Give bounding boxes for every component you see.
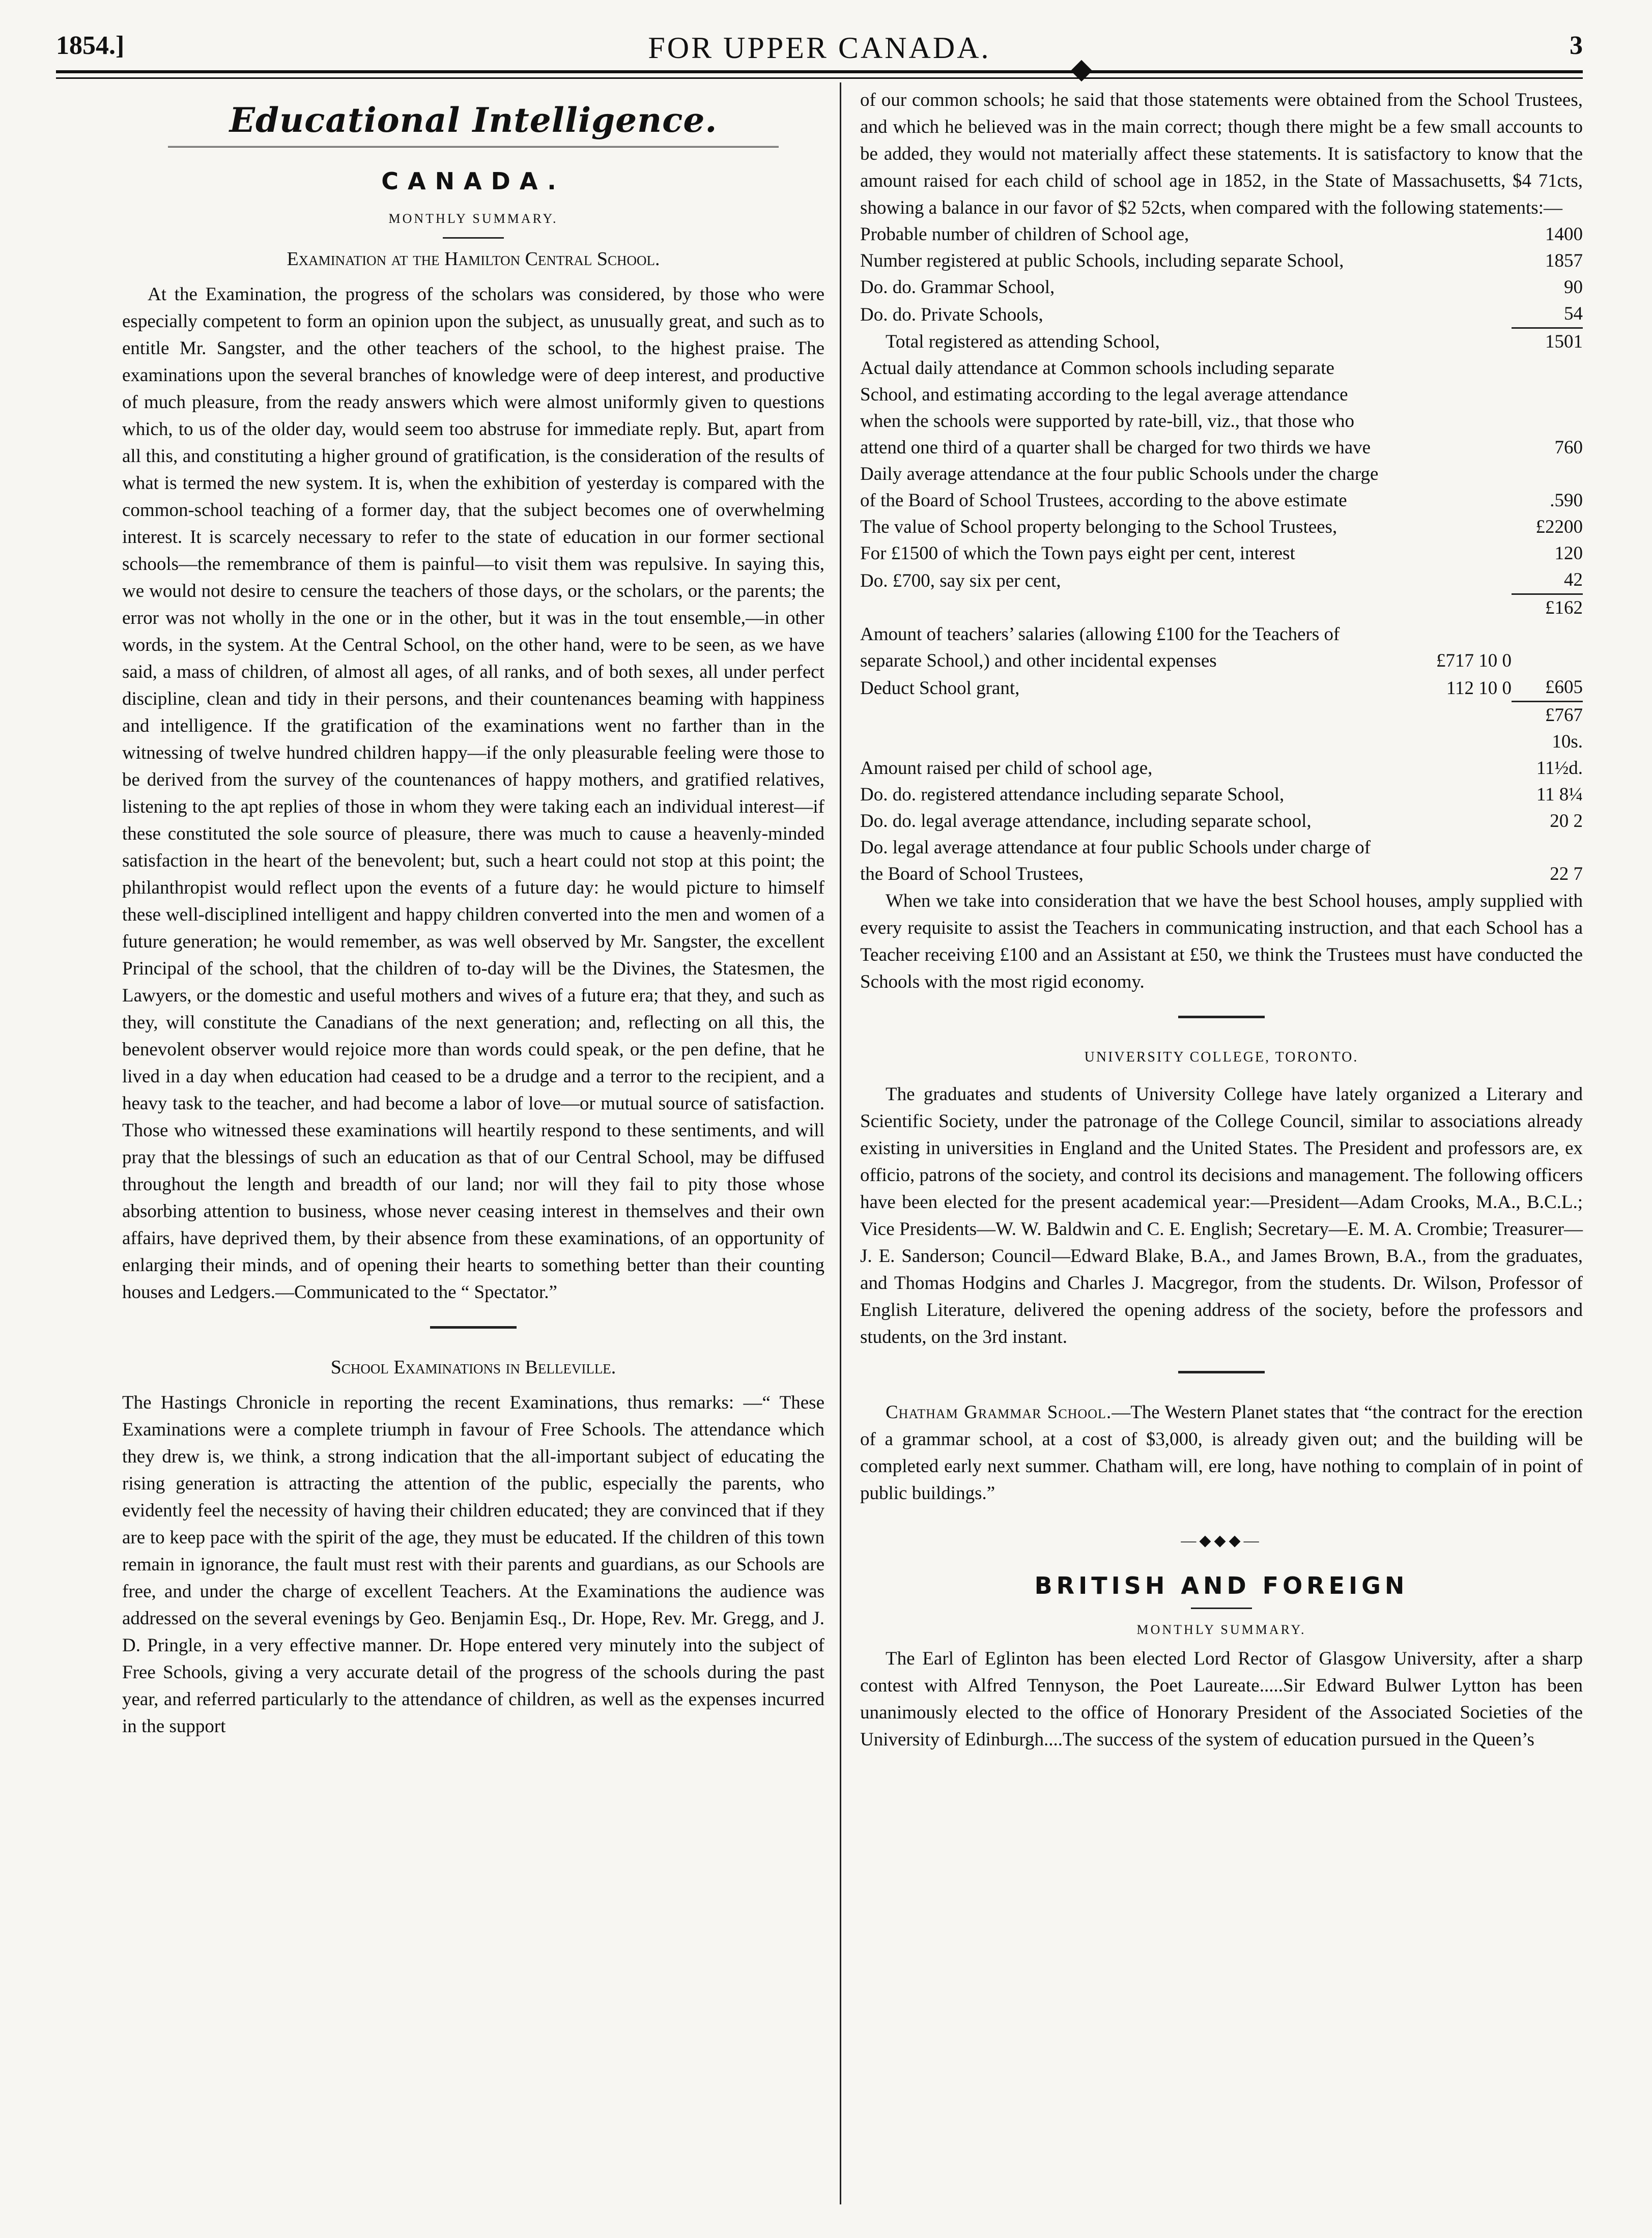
- stats-row: Do. do. registered attendance including separate School, 11 8¼: [860, 784, 1583, 805]
- statistics-table: [860, 221, 1583, 887]
- conclusion-paragraph: When we take into consideration that we have the best School houses, amply supplied with every requisite to assist the Teachers in communicating instruction, and that each School has a Teacher receiving £100 and an Assistant at £50, we think the Trustees must have conducted the Schools with the most rigid economy.: [860, 891, 1583, 992]
- stats-row: The value of School property belonging to the School Trustees, £2200: [860, 517, 1583, 537]
- article-separator: [1178, 1371, 1265, 1373]
- hamilton-heading: Examination at the Hamilton Central School.: [287, 248, 660, 270]
- section-title: Educational Intelligence.: [229, 100, 718, 140]
- hamilton-article: At the Examination, the progress of the scholars was considered, by those who were especially competent to form an opinion upon the subject, as unusually great, and such as to entitle Mr. Sangster, and the other teachers of the school, to the highest praise. The examinations upon the several branches of knowledge were of deep interest, and productive of much pleasure, from the ready answers which were almost uniformly given to questions which, to us of the older day, would seem too abstruse for immediate reply. But, apart from all this, and constituting a higher ground of gratification, is the consideration of the results of what is termed the new system. It is, when the exhibition of yesterday is compared with the common-school teaching of a former day, that the subject becomes one of overwhelming interest. It is scarcely necessary to refer to the state of education in our former sectional schools—the remembrance of them is painful—to visit them was repulsive. In saying this, we would not desire to censure the teachers of those days, or the scholars, or the parents; the error was not wholly in the one or in the other, but it was in the tout ensemble,—in other words, in the system. At the Central School, on the other hand, were to be seen, as we have said, a mass of children, of almost all ages, of all ranks, and of both sexes, all under perfect discipline, clean and tidy in their persons, and their countenances beaming with happiness and intelligence. If the gratification of the examinations went no farther than in the witnessing of twelve hundred children happy—if the only pleasurable feeling were those to be derived from the survey of the countenances of happy mothers, and gratified relatives, listening to the apt replies of those in whom they were taking each an individual interest—if these constituted the sole source of pleasure, there was much to cause a heavenly-minded satisfaction in the heart of the benevolent; but, such a heart could not stop at this point; the philanthropist would reflect upon the events of a future day: he would picture to himself these well-disciplined intelligent and happy children converted into the men and women of a future generation; he would remember, as was well observed by Mr. Sangster, the excellent Principal of the school, that the children of to-day will be the Divines, the Statesmen, the Lawyers, or the domestic and useful mothers and wives of a future era; that they, and such as they, will constitute the Canadians of the next generation; and, reflecting on all this, the benevolent observer would rejoice more than words could speak, or the pen define, that he lived in a day when education had ceased to be a drudge and a terror to the recipient, and a heavy task to the teacher, and had become a labor of love—or mutual source of satisfaction. Those who witnessed these examinations will heartily respond to these sentiments, and will pray that the blessings of such an education as that of our Central School, may be diffused throughout the length and breadth of our land; nor will they fail to pity those whose absorbing attention to business, whose never ceasing interest in themselves and their own affairs, have deprived them, by their absence from these examinations, of an opportunity of enlarging their minds, and of opening their hearts to something better than their counting houses and Ledgers.—Communicated to the “ Spectator.”: [122, 284, 824, 1303]
- stats-row: Amount raised per child of school age, 10s. 11½d.: [860, 731, 1583, 779]
- british-foreign-heading: BRITISH AND FOREIGN: [1034, 1572, 1409, 1599]
- monthly-summary-label: MONTHLY SUMMARY.: [388, 211, 558, 226]
- stats-row: Do. £700, say six per cent, 42: [860, 569, 1583, 591]
- running-head-year: 1854.]: [56, 31, 125, 60]
- stats-row: £162: [860, 594, 1583, 622]
- stats-row: Daily average attendance at the four public Schools under the charge of the Board of School Trustees, according to the above estimate .590: [860, 464, 1583, 511]
- chatham-article: [860, 1399, 1583, 1507]
- chatham-lead: Chatham Grammar School.: [886, 1402, 1112, 1423]
- stats-row: Deduct School grant, 112 10 0 £605: [860, 677, 1583, 699]
- stats-row: Total registered as attending School, 1501: [860, 328, 1583, 356]
- eglinton-article: The Earl of Eglinton has been elected Lord Rector of Glasgow University, after a sharp contest with Alfred Tennyson, the Poet Laureate.....Sir Edward Bulwer Lytton has been unanimously elected to the office of Honorary President of the Associated Societies of the University of Edinburgh....The success of the system of education pursued in the Queen’s: [860, 1648, 1583, 1750]
- university-article: The graduates and students of University College have lately organized a Literary and Scientific Society, under the patronage of the College Council, similar to associations already existing in universities in England and the United States. The President and professors are, ex officio, patrons of the society, and control its decisions and management. The following officers have been elected for the present academical year:—President—Adam Crooks, M.A., B.C.L.; Vice Presidents—W. W. Baldwin and C. E. English; Secretary—E. M. A. Crombie; Treasurer—J. E. Sanderson; Council—Edward Blake, B.A., and James Brown, B.A., from the graduates, and Thomas Hodgins and Charles J. Macgregor, from the students. Dr. Wilson, Professor of English Literature, delivered the opening address of the society, before the professors and students, on the 3rd instant.: [860, 1084, 1583, 1347]
- region-heading-canada: CANADA.: [381, 167, 565, 195]
- stats-row: Actual daily attendance at Common schools including separate School, and estimating according to the legal average attendance when the schools were supported by rate-bill, viz., that those who attend one third of a quarter shall be charged for two thirds we have 760: [860, 358, 1583, 458]
- column-divider: [840, 82, 841, 2204]
- ornament-divider: —◆◆◆—: [1181, 1532, 1262, 1549]
- stats-row: Do. do. legal average attendance, including separate school, 20 2: [860, 811, 1583, 831]
- running-head-title: FOR UPPER CANADA.: [648, 31, 991, 65]
- stats-row: £767: [860, 702, 1583, 729]
- stats-row: Probable number of children of School age, 1400: [860, 224, 1583, 245]
- short-rule: [1191, 1608, 1252, 1609]
- stats-row: Do. do. Private Schools, 54: [860, 303, 1583, 325]
- stats-row: For £1500 of which the Town pays eight per cent, interest 120: [860, 543, 1583, 564]
- short-rule: [443, 237, 504, 239]
- header-rule: [56, 70, 1583, 73]
- chatham-text: —The Western Planet states that “the contract for the erection of a grammar school, at a cost of $3,000, is already given out; and the building will be completed early next summer. Chatham will, ere long, have nothing to complain of in point of public buildings.”: [860, 1402, 1583, 1504]
- article-separator: [1178, 1016, 1265, 1018]
- monthly-summary-label-2: MONTHLY SUMMARY.: [1136, 1622, 1306, 1637]
- stats-row: Amount of teachers’ salaries (allowing £100 for the Teachers of separate School,) and other incidental expenses £717 10 0: [860, 624, 1512, 671]
- university-heading: UNIVERSITY COLLEGE, TORONTO.: [1084, 1049, 1359, 1065]
- left-column: [122, 87, 824, 1740]
- belleville-article: The Hastings Chronicle in reporting the recent Examinations, thus remarks: —“ These Examinations were a complete triumph in favour of Free Schools. The attendance which they drew is, we think, a strong indication that the all-important subject of educating the rising generation is attracting the attention of the public, especially the parents, who evidently feel the necessity of having their children educated; they are convinced that if they are to keep pace with the spirit of the age, they must be educated. If the children of this town remain in ignorance, the fault must rest with their parents and guardians, as our Schools are free, and under the charge of excellent Teachers. At the Examinations the audience was addressed on the several evenings by Geo. Benjamin Esq., Dr. Hope, Rev. Mr. Gregg, and J. D. Pringle, in a very effective manner. Dr. Hope entered very minutely into the subject of Free Schools, giving a very accurate detail of the progress of the schools during the past year, and referred particularly to the attendance of children, as well as the expenses incurred in the support: [122, 1392, 824, 1737]
- article-separator: [430, 1326, 517, 1329]
- header-rule-thin: [56, 77, 1583, 79]
- belleville-heading: School Examinations in Belleville.: [330, 1357, 616, 1378]
- page-number: 3: [1570, 31, 1583, 60]
- stats-row: Do. do. Grammar School, 90: [860, 277, 1583, 298]
- running-head: [56, 25, 1583, 66]
- continued-article: of our common schools; he said that those statements were obtained from the School Trustees, and which he believed was in the main correct; though there might be a few small accounts to be added, they would not materially affect these statements. It is satisfactory to know that the amount raised for each child of school age in 1852, in the State of Massachusetts, $4 71cts, showing a balance in our favor of $2 52cts, when compared with the following statements:—: [860, 90, 1583, 218]
- stats-row: Number registered at public Schools, including separate School, 1857: [860, 250, 1583, 271]
- right-column: [860, 87, 1583, 1753]
- stats-row: Do. legal average attendance at four public Schools under charge of the Board of School Trustees, 22 7: [860, 837, 1583, 884]
